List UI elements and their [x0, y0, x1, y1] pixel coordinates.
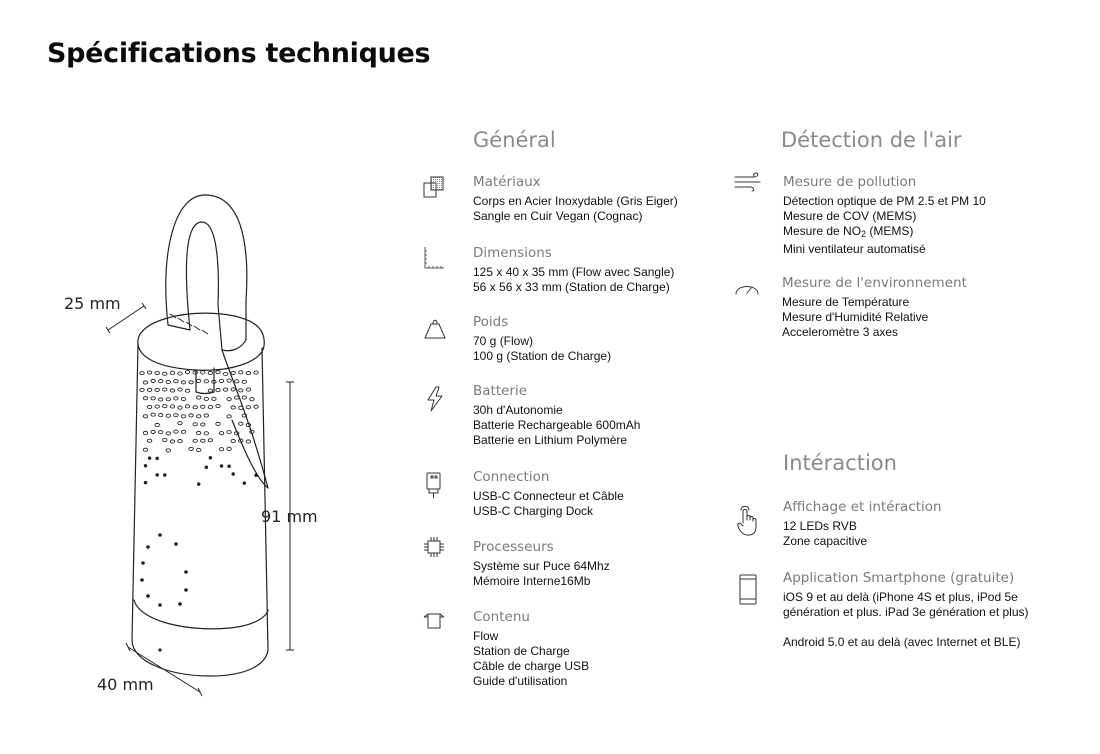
perforation-dot: [181, 397, 185, 400]
perforation-dot: [216, 371, 220, 374]
perforation-dot: [227, 379, 231, 382]
perforation-dot: [147, 405, 151, 408]
perforation-dot: [239, 371, 243, 374]
perforation-dot: [170, 371, 174, 374]
spec-line: Corps en Acier Inoxydable (Gris Eiger): [473, 194, 678, 208]
spec-line: 12 LEDs RVB: [783, 519, 857, 533]
spec-label: Application Smartphone (gratuite): [783, 570, 1015, 586]
perforation-dot: [143, 381, 147, 384]
spec-line: Détection optique de PM 2.5 et PM 10: [783, 194, 986, 208]
no2-text: Mesure de NO: [783, 224, 862, 238]
perforation-dot: [170, 389, 174, 392]
perforation-dot: [166, 380, 170, 383]
dimension-width-label: 25 mm: [64, 294, 121, 313]
spec-label: Connection: [473, 469, 550, 485]
perforation-dot: [143, 397, 147, 400]
perforation-dot: [227, 431, 231, 434]
perforation-dot: [166, 449, 170, 452]
perforation-dot: [163, 372, 167, 375]
perforation-dot: [223, 372, 227, 375]
perforation-dot: [227, 398, 231, 401]
perforation-dot: [197, 379, 201, 382]
perforation-dot: [178, 440, 182, 443]
perforation-dot: [205, 466, 208, 469]
spec-line: USB-C Connecteur et Câble: [473, 489, 624, 503]
spec-app: [783, 570, 1029, 650]
spec-dimensions: [473, 245, 674, 295]
spec-line: iOS 9 et au delà (iPhone 4S et plus, iPod 5e: [783, 590, 1018, 604]
spec-label: Batterie: [473, 383, 528, 399]
perforation-dot: [220, 465, 223, 468]
perforation-dot: [243, 482, 246, 485]
battery-bolt-icon: [425, 386, 445, 412]
perforation-dot: [178, 422, 182, 425]
perforation-dot: [151, 379, 155, 382]
perforation-dot: [166, 414, 170, 417]
perforation-dot: [235, 396, 239, 399]
spec-line: Batterie en Lithium Polymère: [473, 433, 628, 447]
spec-display: [783, 499, 942, 549]
perforation-dot: [151, 430, 155, 433]
perforation-dot: [235, 380, 239, 383]
perforation-dot: [193, 406, 197, 409]
perforation-dot: [143, 448, 147, 451]
perforation-dot: [147, 388, 151, 391]
weight-icon: [423, 316, 447, 340]
perforation-dot: [201, 405, 205, 408]
perforation-dot: [189, 414, 193, 417]
strap: [166, 195, 247, 351]
perforation-dot: [159, 380, 163, 383]
perforation-dot: [242, 380, 246, 383]
perforation-dot: [144, 481, 147, 484]
touch-hand-icon: [736, 503, 760, 537]
perforation-dot: [242, 396, 246, 399]
perforation-dot: [163, 405, 167, 408]
perforation-dot: [181, 430, 185, 433]
spec-label: Contenu: [473, 609, 530, 625]
device-illustration: [0, 0, 340, 754]
air-detection-heading: Détection de l'air: [781, 128, 962, 152]
perforation-dot: [216, 422, 220, 425]
perforation-dot: [231, 439, 235, 442]
spec-line: Guide d'utilisation: [473, 674, 568, 688]
perforation-dot: [239, 406, 243, 409]
spec-line: Station de Charge: [473, 644, 570, 658]
perforation-dot: [231, 388, 235, 391]
perforation-dot: [178, 388, 182, 391]
spec-line: Mesure de COV (MEMS): [783, 209, 917, 223]
perforation-dot: [239, 422, 243, 425]
box-icon: [422, 613, 446, 629]
perforation-dot: [174, 397, 178, 400]
perforation-dot: [181, 381, 185, 384]
perforation-dot: [204, 397, 208, 400]
spec-line: Mesure de Température: [782, 295, 910, 309]
perforation-dot: [185, 371, 189, 374]
perforation-dot: [193, 423, 197, 426]
perforation-dot: [232, 473, 235, 476]
perforation-dot: [254, 371, 258, 374]
perforation-dot: [189, 447, 193, 450]
perforation-dot: [159, 398, 163, 401]
perforation-dot: [204, 380, 208, 383]
perforation-dot: [197, 396, 201, 399]
spec-weight: [473, 314, 611, 364]
smartphone-icon: [739, 574, 757, 606]
perforation-dot: [201, 371, 205, 374]
perforation-dot: [155, 371, 159, 374]
perforation-dot: [193, 439, 197, 442]
materials-icon: [423, 175, 445, 199]
perforation-dot: [174, 414, 178, 417]
spec-label: Mesure de l'environnement: [782, 275, 967, 291]
no2-suffix: (MEMS): [869, 224, 914, 238]
perforation-dot: [204, 414, 208, 417]
perforation-dot: [174, 380, 178, 383]
perforation-dot: [170, 440, 174, 443]
perforation-dot: [227, 447, 231, 450]
perforation-dot: [246, 372, 250, 375]
spec-line: Mesure d'Humidité Relative: [782, 310, 929, 324]
perforation-dot: [155, 388, 159, 391]
spec-line: Android 5.0 et au delà (avec Internet et BLE): [783, 635, 1021, 649]
spec-line: USB-C Charging Dock: [473, 504, 594, 518]
perforation-dot: [219, 432, 223, 435]
spec-line: 70 g (Flow): [473, 334, 534, 348]
perforation-dot: [156, 474, 159, 477]
perforation-dot: [181, 415, 185, 418]
perforation-dot: [143, 431, 147, 434]
perforation-dot: [147, 371, 151, 374]
perforation-dot: [140, 388, 144, 391]
perforation-dot: [163, 438, 167, 441]
perforation-dot: [163, 388, 167, 391]
gauge-icon: [734, 279, 760, 295]
spec-label: Mesure de pollution: [783, 174, 917, 190]
spec-label: Matériaux: [473, 174, 541, 190]
perforation-dot: [197, 431, 201, 434]
general-heading: Général: [473, 128, 556, 152]
perforation-dot: [144, 464, 147, 467]
perforation-dot: [239, 389, 243, 392]
perforation-dot: [255, 474, 258, 477]
dimensions-icon: [423, 246, 445, 270]
device-body: [132, 344, 268, 676]
perforation-dot: [208, 405, 212, 408]
perforation-dot: [174, 430, 178, 433]
spec-line: Flow: [473, 629, 499, 643]
spec-contents: [473, 609, 589, 689]
perforation-dot: [185, 389, 189, 392]
perforation-dot: [216, 389, 220, 392]
dimension-depth-label: 40 mm: [97, 675, 154, 694]
perforation-dot: [193, 371, 197, 374]
perforation-dot: [216, 404, 220, 407]
perforation-dot: [250, 398, 254, 401]
perforation-dot: [246, 388, 250, 391]
spec-line: Mémoire Interne16Mb: [473, 574, 591, 588]
spec-label: Processeurs: [473, 539, 554, 555]
perforation-dot: [197, 483, 200, 486]
spec-materials: [473, 174, 678, 224]
perforation-dot: [208, 371, 212, 374]
perforation-dot: [185, 405, 189, 408]
perforation-dot: [156, 457, 159, 460]
chip-icon: [423, 536, 445, 558]
perforation-dot: [159, 431, 163, 434]
perforation-dot: [204, 432, 208, 435]
spec-connection: [473, 469, 624, 519]
perforation-dot: [170, 405, 174, 408]
perforation-dot: [209, 456, 212, 459]
perforation-dot: [178, 406, 182, 409]
perforation-dot: [166, 432, 170, 435]
spec-line-no2: [783, 224, 986, 242]
spec-line: 56 x 56 x 33 mm (Station de Charge): [473, 280, 670, 294]
perforation-dot: [189, 381, 193, 384]
spec-label: Dimensions: [473, 245, 552, 261]
spec-battery: [473, 383, 640, 448]
spec-line: Sangle en Cuir Vegan (Cognac): [473, 209, 643, 223]
perforation-dot: [197, 448, 201, 451]
spec-line: Mini ventilateur automatisé: [783, 242, 926, 256]
perforation-dot: [246, 440, 250, 443]
perforation-dot: [164, 474, 167, 477]
interaction-heading: Intéraction: [783, 451, 897, 475]
no2-subscript: 2: [861, 229, 867, 239]
spec-environment: [782, 275, 967, 340]
spec-line: 30h d'Autonomie: [473, 403, 563, 417]
spec-line: Système sur Puce 64Mhz: [473, 559, 610, 573]
spec-label: Poids: [473, 314, 509, 330]
perforation-dot: [151, 413, 155, 416]
spec-line: Zone capacitive: [783, 534, 868, 548]
perforation-dot: [246, 406, 250, 409]
perforation-dot: [201, 439, 205, 442]
perforation-dot: [219, 379, 223, 382]
perforation-dot: [223, 388, 227, 391]
perforation-dot: [208, 439, 212, 442]
perforation-dot: [148, 457, 151, 460]
spec-line: 100 g (Station de Charge): [473, 349, 612, 363]
usb-plug-icon: [425, 471, 443, 499]
perforation-dot: [140, 372, 144, 375]
spec-pollution: [783, 174, 986, 257]
perforation-dot: [178, 372, 182, 375]
perforation-dot: [212, 397, 216, 400]
perforation-dot: [208, 389, 212, 392]
perforation-dot: [155, 423, 159, 426]
perforation-dot: [228, 465, 231, 468]
spec-line: génération et plus. iPad 3e génération et plus): [783, 605, 1029, 619]
spec-line: 125 x 40 x 35 mm (Flow avec Sangle): [473, 265, 675, 279]
perforation-dot: [231, 406, 235, 409]
perforation-dot: [197, 415, 201, 418]
perforation-dot: [254, 405, 258, 408]
perforation-dot: [227, 415, 231, 418]
dimension-height-label: 91 mm: [261, 507, 318, 526]
spec-label: Affichage et intéraction: [783, 499, 942, 515]
spec-processors: [473, 539, 610, 589]
perforation-dot: [166, 398, 170, 401]
perforation-dot: [219, 448, 223, 451]
perforation-dot: [147, 439, 151, 442]
perforation-dot: [201, 423, 205, 426]
spec-line: Câble de charge USB: [473, 659, 590, 673]
spec-line: Batterie Rechargeable 600mAh: [473, 418, 641, 432]
perforation-dot: [159, 414, 163, 417]
perforation-dot: [143, 415, 147, 418]
perforation-dot: [231, 371, 235, 374]
wind-icon: [734, 172, 762, 192]
page-title: Spécifications techniques: [47, 38, 431, 69]
spec-line: Acceleromètre 3 axes: [782, 325, 899, 339]
perforation-dot: [155, 405, 159, 408]
perforation-dot: [151, 397, 155, 400]
